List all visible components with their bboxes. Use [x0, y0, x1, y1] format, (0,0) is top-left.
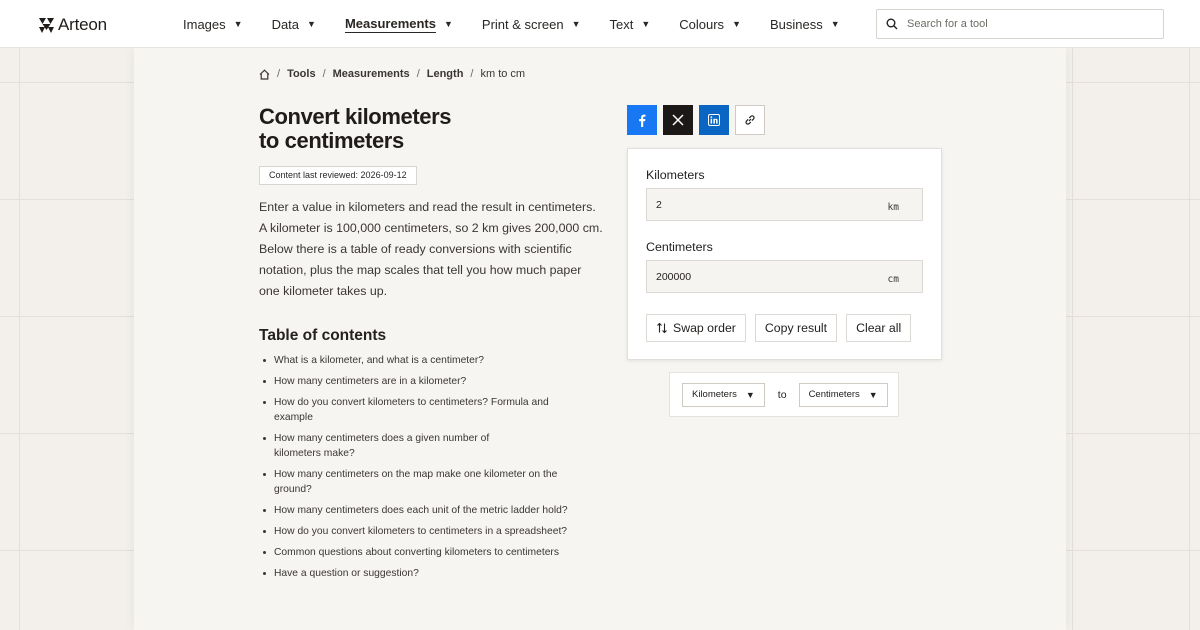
toc-item[interactable]: Have a question or suggestion?	[261, 566, 606, 581]
caret-down-icon: ▼	[307, 19, 316, 29]
cm-unit: cm	[887, 274, 899, 285]
swap-icon	[656, 322, 668, 334]
toc-item[interactable]: How do you convert kilometers to centimeters in a spreadsheet?	[261, 524, 606, 539]
toc-item[interactable]: How many centimeters are in a kilometer?	[261, 374, 606, 389]
main-nav	[183, 0, 869, 48]
clear-all-button[interactable]: Clear all	[846, 314, 911, 342]
main-content	[134, 48, 1066, 630]
brand-logo[interactable]	[39, 15, 107, 35]
breadcrumb-length[interactable]: Length	[426, 68, 464, 80]
share-linkedin-button[interactable]	[699, 105, 729, 135]
search-icon	[886, 18, 898, 30]
caret-down-icon: ▼	[868, 389, 878, 400]
breadcrumb-current: km to cm	[480, 68, 526, 80]
km-input[interactable]	[647, 189, 877, 220]
breadcrumb-separator: /	[416, 68, 420, 80]
from-label: Kilometers	[646, 168, 705, 182]
to-label: Centimeters	[646, 240, 713, 254]
to-unit-select[interactable]	[799, 383, 888, 407]
copy-link-button[interactable]	[735, 105, 765, 135]
toc-item[interactable]: How do you convert kilometers to centimeters? Formula and example	[261, 395, 556, 425]
caret-down-icon: ▼	[641, 19, 651, 29]
toc-heading: Table of contents	[259, 327, 387, 344]
cm-input[interactable]	[647, 261, 877, 292]
nav-label: Measurements	[344, 15, 436, 31]
from-field	[646, 188, 923, 221]
intro-paragraph: Enter a value in kilometers and read the result in centimeters. A kilometer is 100,000 centimeters, so 2 km gives 200,000 cm. Below there is a table of ready conversions with scientific notation, plus the map scales that tell you how much paper one kilometer takes up.	[259, 200, 603, 298]
to-field	[646, 260, 923, 293]
link-icon	[744, 114, 756, 126]
nav-item-data[interactable]	[272, 0, 316, 48]
nav-item-measurements[interactable]	[345, 0, 453, 48]
nav-label: Text	[609, 16, 634, 32]
toc-item[interactable]: What is a kilometer, and what is a centimeter?	[261, 353, 606, 368]
nav-item-print-screen[interactable]	[482, 0, 581, 48]
breadcrumb-separator: /	[470, 68, 474, 80]
toc-item[interactable]: How many centimeters on the map make one kilometer on the ground?	[261, 467, 566, 497]
from-unit-value: Kilometers	[692, 389, 737, 400]
site-header	[0, 0, 1200, 48]
nav-label: Business	[769, 16, 823, 32]
caret-down-icon: ▼	[830, 19, 840, 29]
converter-card	[627, 148, 942, 360]
to-word: to	[777, 388, 787, 401]
breadcrumb-separator: /	[277, 68, 281, 80]
to-unit-value: Centimeters	[808, 389, 860, 400]
unit-selector	[669, 372, 899, 417]
toc-item[interactable]: Common questions about converting kilometers to centimeters	[261, 545, 606, 560]
from-unit-select[interactable]	[682, 383, 765, 407]
caret-down-icon: ▼	[745, 389, 755, 400]
toc-item[interactable]: How many centimeters does a given number of kilometers make?	[261, 431, 531, 461]
nav-label: Data	[271, 16, 300, 32]
breadcrumb-measurements[interactable]: Measurements	[332, 68, 410, 80]
reviewed-badge: Content last reviewed: 2026-09-12	[259, 166, 417, 185]
swap-order-label: Swap order	[673, 321, 736, 335]
page-title-line: Convert kilometers	[259, 104, 452, 129]
caret-down-icon: ▼	[571, 19, 581, 29]
page-title	[259, 105, 519, 153]
facebook-icon	[636, 114, 648, 127]
copy-result-button[interactable]: Copy result	[755, 314, 837, 342]
toc-list	[261, 353, 606, 587]
page-title-line: to centimeters	[259, 128, 404, 153]
logo-icon	[39, 18, 54, 33]
search-box	[876, 9, 1164, 39]
toc-item[interactable]: How many centimeters does each unit of the metric ladder hold?	[261, 503, 606, 518]
nav-label: Print & screen	[481, 16, 564, 32]
nav-item-text[interactable]	[610, 0, 651, 48]
breadcrumb-tools[interactable]: Tools	[287, 68, 316, 80]
linkedin-icon	[708, 114, 720, 126]
nav-label: Colours	[679, 16, 725, 32]
share-facebook-button[interactable]	[627, 105, 657, 135]
km-unit: km	[887, 202, 899, 213]
nav-label: Images	[183, 16, 226, 32]
x-icon	[672, 114, 684, 126]
swap-order-button[interactable]	[646, 314, 746, 342]
converter-actions	[646, 314, 911, 342]
share-buttons	[627, 105, 765, 135]
caret-down-icon: ▼	[233, 19, 243, 29]
share-x-button[interactable]	[663, 105, 693, 135]
search-input[interactable]	[907, 18, 1147, 30]
brand-name: Arteon	[58, 15, 107, 34]
breadcrumb-separator: /	[322, 68, 326, 80]
home-icon[interactable]	[259, 69, 270, 80]
nav-item-colours[interactable]	[679, 0, 741, 48]
caret-down-icon: ▼	[444, 19, 453, 29]
caret-down-icon: ▼	[732, 19, 741, 29]
nav-item-images[interactable]	[183, 0, 243, 48]
nav-item-business[interactable]	[770, 0, 840, 48]
breadcrumb	[259, 68, 525, 80]
